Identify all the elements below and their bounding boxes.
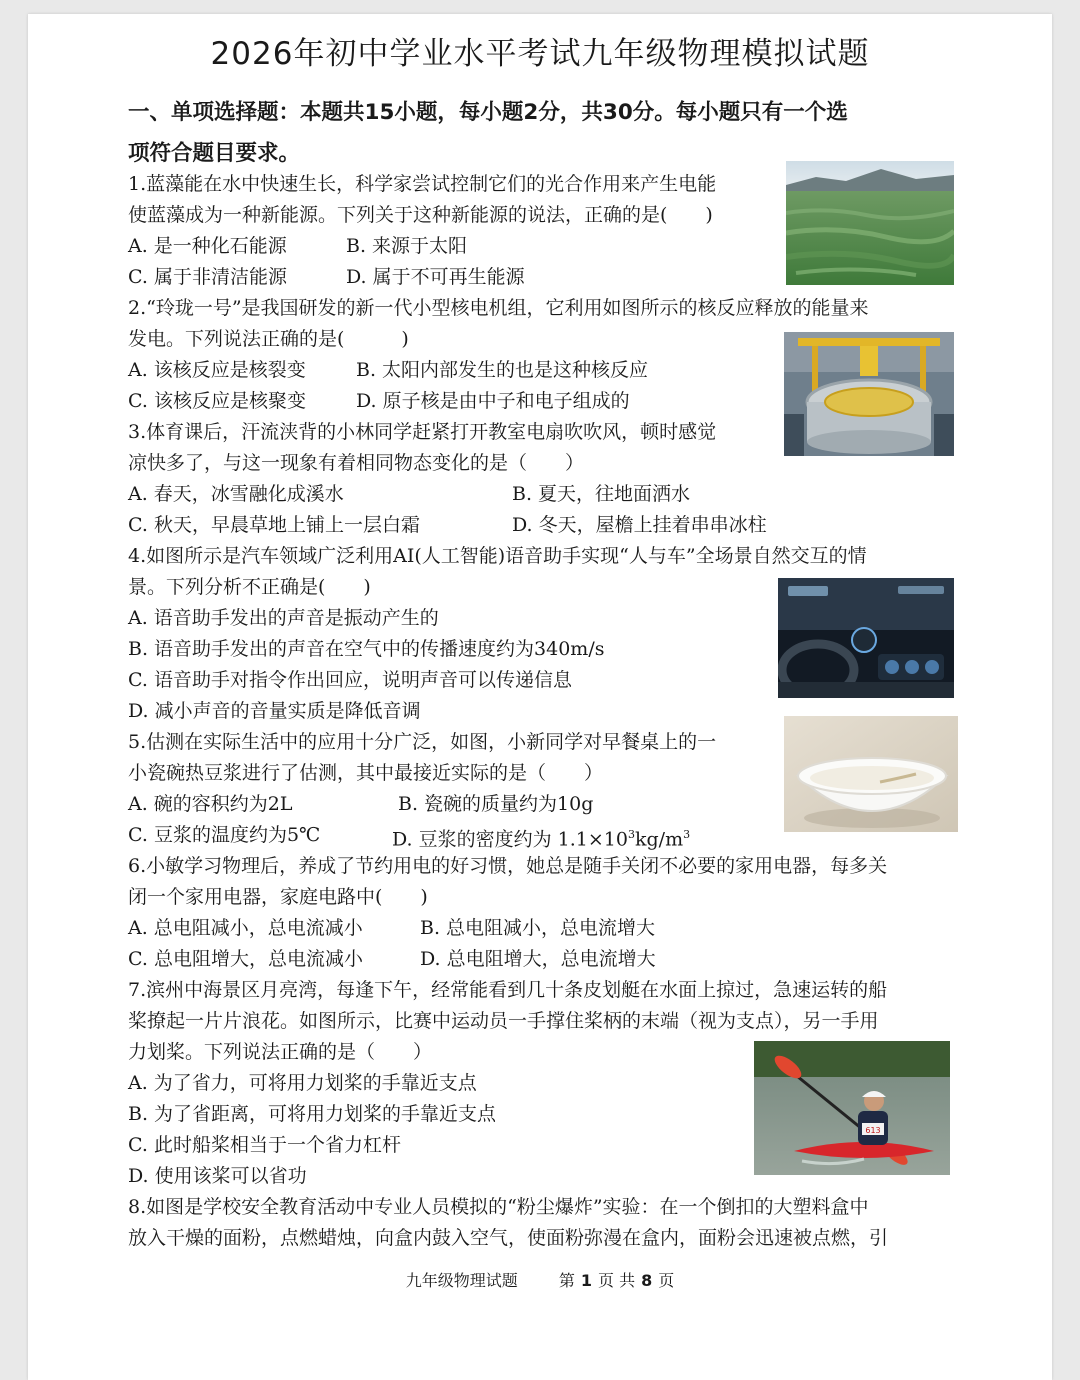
q7-option-d: D. 使用该桨可以省功	[128, 1165, 307, 1187]
footer-page-end: 页	[658, 1271, 675, 1290]
q7-line1: 7.滨州中海景区月亮湾，每逢下午，经常能看到几十条皮划艇在水面上掠过，急速运转的船	[128, 979, 888, 1001]
q1-option-c: C. 属于非清洁能源	[128, 266, 287, 288]
page-title: 2026年初中学业水平考试九年级物理模拟试题	[210, 36, 870, 72]
q6-option-d: D. 总电阻增大，总电流增大	[420, 948, 656, 970]
q1-option-a: A. 是一种化石能源	[128, 235, 287, 257]
kayak-athlete-photo	[754, 1041, 950, 1175]
q7-option-a: A. 为了省力，可将用力划桨的手靠近支点	[128, 1072, 477, 1094]
q3-option-b: B. 夏天，往地面洒水	[512, 483, 691, 505]
footer-page-number: 1	[580, 1271, 592, 1290]
q2-line1: 2.“玲珑一号”是我国研发的新一代小型核电机组，它利用如图所示的核反应释放的能量来	[128, 297, 869, 319]
q8-line1: 8.如图是学校安全教育活动中专业人员模拟的“粉尘爆炸”实验：在一个倒扣的大塑料盒中	[128, 1196, 869, 1218]
q2-option-b: B. 太阳内部发生的也是这种核反应	[356, 359, 649, 381]
q4-option-d: D. 减小声音的音量实质是降低音调	[128, 700, 421, 722]
q1-line1: 1.蓝藻能在水中快速生长，科学家尝试控制它们的光合作用来产生电能	[128, 173, 717, 195]
q5-option-b: B. 瓷碗的质量约为10g	[398, 793, 594, 815]
footer-total-pages: 8	[641, 1271, 653, 1290]
q3-line1: 3.体育课后，汗流浃背的小林同学赶紧打开教室电扇吹吹风，顿时感觉	[128, 421, 717, 443]
q3-line2: 凉快多了，与这一现象有着相同物态变化的是（ ）	[128, 452, 585, 474]
q7-line3: 力划桨。下列说法正确的是（ ）	[128, 1041, 433, 1063]
q4-option-c: C. 语音助手对指令作出回应，说明声音可以传递信息	[128, 669, 572, 691]
q2-option-c: C. 该核反应是核聚变	[128, 390, 306, 412]
q5-option-d-exp: 3	[628, 828, 635, 841]
footer-page-label: 第	[558, 1271, 575, 1290]
q4-option-b: B. 语音助手发出的声音在空气中的传播速度约为340m/s	[128, 638, 605, 660]
q3-option-c: C. 秋天，早晨草地上铺上一层白霜	[128, 514, 420, 536]
q7-option-c: C. 此时船桨相当于一个省力杠杆	[128, 1134, 401, 1156]
car-voice-assistant-photo	[778, 578, 954, 698]
q7-line2: 桨撩起一片片浪花。如图所示，比赛中运动员一手撑住桨柄的末端（视为支点），另一手用	[128, 1010, 879, 1032]
q2-line2: 发电。下列说法正确的是( )	[128, 328, 409, 350]
q6-option-b: B. 总电阻减小，总电流增大	[420, 917, 656, 939]
q5-line2: 小瓷碗热豆浆进行了估测，其中最接近实际的是（ ）	[128, 762, 604, 784]
q2-option-d: D. 原子核是由中子和电子组成的	[356, 390, 630, 412]
q3-option-d: D. 冬天，屋檐上挂着串串冰柱	[512, 514, 767, 536]
q5-option-c: C. 豆浆的温度约为5℃	[128, 824, 321, 846]
q5-option-d	[392, 821, 690, 853]
q7-option-b: B. 为了省距离，可将用力划桨的手靠近支点	[128, 1103, 497, 1125]
q4-option-a: A. 语音助手发出的声音是振动产生的	[128, 607, 439, 629]
q6-line2: 闭一个家用电器，家庭电路中( )	[128, 886, 428, 908]
section-heading-line2: 项符合题目要求。	[128, 141, 301, 166]
q5-option-d-unit-exp: 3	[683, 828, 691, 841]
page-footer	[0, 1268, 1080, 1291]
q5-option-d-unit: kg/m	[635, 828, 684, 851]
algae-lake-photo	[786, 161, 954, 285]
q6-line1: 6.小敏学习物理后，养成了节约用电的好习惯，她总是随手关闭不必要的家用电器，每多关	[128, 855, 888, 877]
section-heading-line1: 一、单项选择题：本题共15小题，每小题2分，共30分。每小题只有一个选	[128, 100, 848, 125]
q5-line1: 5.估测在实际生活中的应用十分广泛，如图，小新同学对早餐桌上的一	[128, 731, 717, 753]
q1-option-d: D. 属于不可再生能源	[346, 266, 525, 288]
footer-exam-name: 九年级物理试题	[405, 1271, 518, 1290]
q6-option-c: C. 总电阻增大，总电流减小	[128, 948, 363, 970]
q5-option-d-text: D. 豆浆的密度约为 1.1×10	[392, 828, 628, 851]
q4-line1: 4.如图所示是汽车领域广泛利用AI(人工智能)语音助手实现“人与车”全场景自然交互的情	[128, 545, 867, 567]
q1-line2: 使蓝藻成为一种新能源。下列关于这种新能源的说法，正确的是( )	[128, 204, 713, 226]
q6-option-a: A. 总电阻减小，总电流减小	[128, 917, 363, 939]
nuclear-reactor-photo	[784, 332, 954, 456]
q2-option-a: A. 该核反应是核裂变	[128, 359, 306, 381]
q3-option-a: A. 春天，冰雪融化成溪水	[128, 483, 344, 505]
soy-milk-bowl-photo	[784, 716, 958, 832]
q4-line2: 景。下列分析不正确是( )	[128, 576, 371, 598]
q1-option-b: B. 来源于太阳	[346, 235, 468, 257]
q8-line2: 放入干燥的面粉，点燃蜡烛，向盒内鼓入空气，使面粉弥漫在盒内，面粉会迅速被点燃，引	[128, 1227, 889, 1249]
q5-option-a: A. 碗的容积约为2L	[128, 793, 293, 815]
kayak-bib-number: 613	[865, 1126, 881, 1135]
footer-page-mid: 页 共	[598, 1271, 636, 1290]
